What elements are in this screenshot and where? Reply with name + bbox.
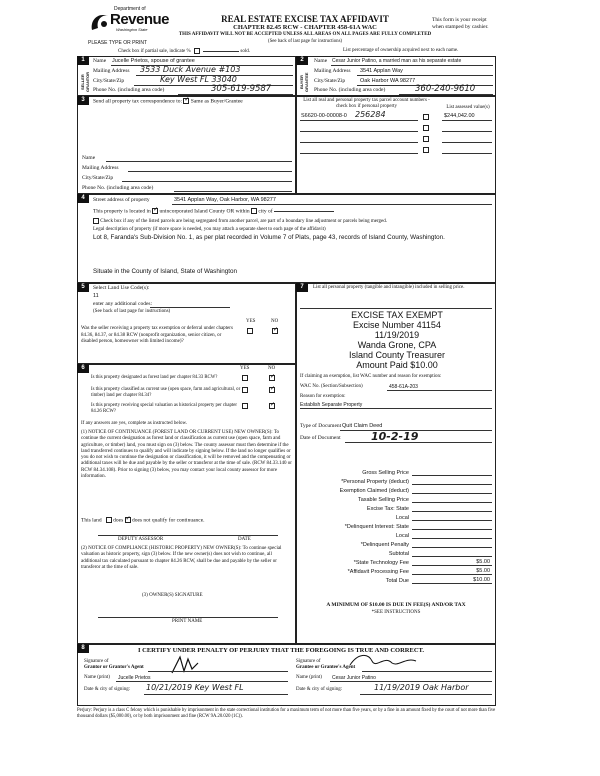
forest-q3-yes[interactable]	[242, 403, 248, 409]
forest-q2-yes[interactable]	[242, 387, 248, 393]
doc-date-value[interactable]: 10-2-19	[371, 430, 419, 443]
grantor-date-label: Date & city of signing:	[84, 687, 131, 692]
not-accepted: THIS AFFIDAVIT WILL NOT BE ACCEPTED UNLESS ALL AREAS ON ALL PAGES ARE FULLY COMPLETED	[178, 32, 432, 37]
tax-row	[300, 485, 492, 494]
legal-value[interactable]: Lot 8, Faranda's Sub-Division No. 1, as per plat recorded in Volume 7 of Plats, page 43, records of Island County, Washington.	[93, 234, 445, 241]
does-label: does	[113, 517, 124, 524]
doc-type-value[interactable]: Quit Claim Deed	[342, 423, 383, 429]
tax-row-value[interactable]	[412, 540, 492, 548]
section-7-badge: 7	[296, 283, 308, 292]
seller-mailing-value[interactable]: 3533 Duck Avenue #103	[140, 65, 241, 74]
buyer-mailing-value[interactable]: 3541 Applan Way	[360, 68, 403, 74]
situate-text: Situate in the County of Island, State of Washington	[93, 268, 237, 275]
tax-row-label: *Delinquent Penalty	[360, 542, 409, 548]
additional-codes-label: enter any additional codes:	[93, 301, 153, 307]
tax-row-value[interactable]: $5.00	[412, 558, 492, 566]
parcel-1-handwritten: 256284	[355, 110, 386, 119]
tax-row-value[interactable]	[412, 495, 492, 503]
buyer-phone-value[interactable]: 360-240-9610	[415, 84, 476, 94]
qualify-row	[81, 517, 205, 523]
grantee-sig-label-2: Grantee or Grantee's Agent	[296, 665, 356, 670]
unincorporated-label: unincorporated Island County OR within	[159, 208, 250, 215]
buyer-city-label: City/State/Zip	[314, 78, 346, 84]
does-not-checkbox[interactable]	[125, 517, 131, 523]
street-value[interactable]: 3541 Applan Way, Oak Harbor, WA 98277	[174, 197, 276, 203]
grantee-date-value[interactable]: 11/19/2019 Oak Harbor	[374, 683, 469, 692]
deputy-assessor-label: DEPUTY ASSESSOR	[118, 537, 164, 542]
wac-number-label: WAC No. (Section/Subsection)	[300, 384, 363, 389]
street-label: Street address of property	[93, 197, 150, 203]
section-6-badge: 6	[77, 364, 89, 373]
tax-row	[300, 521, 492, 530]
property-section	[77, 194, 496, 283]
land-use-no-header: NO	[271, 319, 279, 324]
segregation-checkbox[interactable]	[93, 218, 99, 224]
parcel-2-personal-checkbox[interactable]	[423, 125, 429, 131]
tax-row-label: Local	[395, 515, 409, 521]
grantee-name-label: Name (print)	[296, 675, 322, 680]
tax-row	[300, 566, 492, 575]
parcel-3-personal-checkbox[interactable]	[423, 136, 429, 142]
stamp-line-2: Excise Number 41154	[353, 320, 441, 330]
receipt-note-1: This form is your receipt	[432, 17, 487, 23]
personal-property-label: List all personal property (tangible and intangible) included in selling price.	[313, 285, 465, 290]
owner-signature-label: (3) OWNER(S) SIGNATURE	[142, 593, 203, 598]
receipt-note-2: when stamped by cashier.	[432, 24, 489, 30]
segregation-label: Check box if any of the listed parcels are being segregated from another parcel, are part of a boundary line adjustment or parcels being merged.	[100, 219, 387, 225]
forest-q3: Is this property receiving special valuation as historical property per chapter 84.26 RCW?	[91, 403, 237, 414]
stamp-line-4: Wanda Grone, CPA	[357, 340, 437, 350]
grantee-signature	[348, 651, 418, 673]
land-use-code-value[interactable]: 11	[93, 293, 99, 299]
forest-q1: Is this property designated as forest land per chapter 84.33 RCW?	[91, 375, 218, 380]
tax-row-value[interactable]: $5.00	[412, 567, 492, 575]
grantee-date-label: Date & city of signing:	[296, 687, 343, 692]
corr-name-label: Name	[82, 155, 96, 161]
this-land-label: This land	[81, 517, 102, 524]
partial-sale-checkbox[interactable]	[194, 48, 200, 54]
tax-row-value[interactable]	[412, 504, 492, 512]
tax-row-label: Excise Tax: State	[366, 506, 409, 512]
stamp-line-5: Island County Treasurer	[348, 350, 446, 360]
grantor-sig-label-2: Grantor or Grantor's Agent	[84, 665, 144, 670]
parcels-section	[296, 96, 496, 194]
partial-sale-label: Check box if partial sale, indicate %	[118, 49, 191, 55]
notice-continuance: (1) NOTICE OF CONTINUANCE (FOREST LAND OR CURRENT USE) NEW OWNER(S): To continue the current designation as forest land or classification as current use (open space, farm and agriculture, or timber) land, you must sign on (3) below. The county assessor must then determine if the land transferred continues to qualify and will indicate by signing below. If the land no longer qualifies or you do not wish to continue the designation or classification, it will be removed and the compensating or additional taxes will be due and payable by the seller or transferor at the time of sale. (RCW 84.33.140 or RCW 84.34.108). Prior to signing (3) below, you may contact your local county assessor for more information.	[81, 430, 292, 480]
certify-statement: I CERTIFY UNDER PENALTY OF PERJURY THAT THE FOREGOING IS TRUE AND CORRECT.	[138, 647, 425, 654]
notice-compliance: (2) NOTICE OF COMPLIANCE (HISTORIC PROPERTY) NEW OWNER(S): To continue special valuation as historic property, sign (3) below. If the new owner(s) does not wish to continue, all additional tax calculated pursuant to chapter 84.26 RCW, shall be due and payable by the seller or transferor at the time of sale.	[81, 546, 282, 570]
form-chapter: CHAPTER 82.45 RCW - CHAPTER 458-61A WAC	[233, 24, 377, 31]
corr-mailing-label: Mailing Address	[82, 165, 119, 171]
tax-row-label: Taxable Selling Price	[357, 497, 409, 503]
grantor-signature	[170, 655, 200, 675]
forest-q1-yes[interactable]	[242, 375, 248, 381]
assessed-header: List assessed value(s)	[446, 105, 490, 110]
please-type: PLEASE TYPE OR PRINT	[88, 40, 148, 46]
tax-row-value[interactable]	[412, 522, 492, 530]
located-row	[93, 208, 334, 214]
perjury-notice: Perjury: Perjury is a class C felony which is punishable by imprisonment in the state correctional institution for a maximum term of not more than five years, or by a fine in an amount fixed by the court of not more than five thousand dollars ($5,000.00), or by both imprisonment and fine (RCW 9A.20.020 (1C)).	[77, 708, 496, 719]
seller-phone-label: Phone No. (including area code)	[93, 87, 165, 93]
seller-name-label: Name	[93, 58, 107, 64]
stamp-line-1: EXCISE TAX EXEMPT	[351, 310, 443, 320]
doc-date-label: Date of Document	[300, 435, 341, 441]
buyer-section	[296, 56, 496, 96]
tax-row	[300, 557, 492, 566]
reason-label: Reason for exemption:	[300, 394, 346, 399]
grantee-sig-label-1: Signature of	[296, 659, 321, 664]
section-1-badge: 1	[77, 56, 89, 65]
forest-q3-no[interactable]	[269, 403, 275, 409]
wac-number-value[interactable]: 458-61A-203	[389, 384, 418, 390]
buyer-name-label: Name	[314, 58, 328, 64]
stamp-line-6: Amount Paid $10.00	[356, 360, 438, 370]
tax-row-value[interactable]	[412, 549, 492, 557]
buyer-name-value[interactable]: Cesar Junior Patino, a married man as his separate estate	[332, 58, 462, 64]
tax-row	[300, 530, 492, 539]
tax-row-value[interactable]	[412, 486, 492, 494]
buyer-city-value[interactable]: Oak Harbor WA 98277	[360, 78, 416, 84]
forest-q2: Is this property classified as current use (open space, farm and agricultural, or timber) land per chapter 84.34?	[91, 387, 241, 398]
wac-claim-label: If claiming an exemption, list WAC number and reason for exemption:	[300, 374, 442, 379]
forest-q1-no[interactable]	[269, 375, 275, 381]
personal-property-section	[296, 283, 496, 644]
tax-table	[300, 467, 492, 584]
send-correspondence	[93, 98, 243, 104]
grantor-name-value[interactable]: Jucelle Prietos	[118, 675, 151, 681]
land-use-section	[77, 283, 296, 364]
city-of-checkbox[interactable]	[251, 208, 257, 214]
parcel-1-assessed[interactable]: $244,042.00	[444, 113, 475, 119]
same-as-buyer-label: Same as Buyer/Grantee	[190, 98, 243, 105]
dept-line1: Department of	[114, 6, 146, 12]
tax-row-value[interactable]	[412, 468, 492, 476]
tax-row-label: *Affidavit Processing Fee	[347, 569, 409, 575]
section-8-badge: 8	[77, 644, 89, 653]
tax-row-value[interactable]	[412, 513, 492, 521]
does-not-label: does not qualify for continuance.	[131, 517, 205, 524]
located-label: This property is located in	[93, 208, 151, 215]
buyer-phone-label: Phone No. (including area code)	[314, 87, 386, 93]
tax-row	[300, 467, 492, 476]
tax-row	[300, 539, 492, 548]
section-4-badge: 4	[77, 194, 89, 203]
partial-sale-row	[118, 48, 250, 54]
parcel-1-number[interactable]: S6620-00-00008-0	[301, 113, 347, 119]
sold-label: sold.	[240, 49, 250, 55]
corr-city-label: City/State/Zip	[82, 175, 114, 181]
land-use-see-back: (See back of last page for instructions)	[93, 309, 171, 314]
seller-phone-value[interactable]: 305-619-9587	[211, 84, 272, 94]
parcel-1-personal-checkbox[interactable]	[423, 114, 429, 120]
forest-q2-no[interactable]	[269, 387, 275, 393]
tax-row-value[interactable]	[412, 531, 492, 539]
tax-row-label: *State Technology Fee	[353, 560, 409, 566]
tax-row	[300, 476, 492, 485]
seller-city-value[interactable]: Key West FL 33040	[160, 75, 237, 84]
buyer-side-label: BUYER GRANTEE	[299, 72, 309, 92]
list-percentage: List percentage of ownership acquired next to each name.	[343, 48, 459, 53]
tax-row-value[interactable]	[412, 477, 492, 485]
forest-yes-header: YES	[240, 366, 250, 371]
deputy-date-label: DATE	[238, 537, 251, 542]
land-use-select-label: Select Land Use Code(s):	[93, 285, 150, 291]
segregation-row	[93, 218, 387, 224]
seller-city-label: City/State/Zip	[93, 78, 125, 84]
exemption-yes-checkbox[interactable]	[247, 328, 253, 334]
tax-row	[300, 512, 492, 521]
tax-row-label: Subtotal	[388, 551, 409, 557]
forest-no-header: NO	[268, 366, 276, 371]
tax-row-label: Gross Selling Price	[362, 470, 409, 476]
legal-label: Legal description of property (if more space is needed, you may attach a separate sheet to each page of the affidavit)	[93, 227, 326, 232]
tax-row-label: *Delinquent Interest: State	[344, 524, 409, 530]
dor-logo-icon	[88, 10, 112, 34]
does-checkbox[interactable]	[106, 517, 112, 523]
certification-section	[77, 644, 496, 706]
grantor-sig-label-1: Signature of	[84, 659, 109, 664]
reason-value[interactable]: Establish Separate Property	[300, 402, 363, 408]
corr-phone-label: Phone No. (including area code)	[82, 185, 154, 191]
excise-exempt-stamp	[317, 310, 477, 370]
tax-row-label: *Personal Property (deduct)	[341, 479, 409, 485]
tax-row	[300, 503, 492, 512]
tax-row-label: Exemption Claimed (deduct)	[339, 488, 409, 494]
print-name-label: PRINT NAME	[172, 619, 203, 624]
minimum-fee: A MINIMUM OF $10.00 IS DUE IN FEE(S) AND/OR TAX	[326, 602, 466, 608]
buyer-mailing-label: Mailing Address	[314, 68, 351, 74]
send-label: Send all property tax correspondence to:	[93, 98, 183, 105]
stamp-line-3: 11/19/2019	[374, 330, 420, 340]
seller-section	[77, 56, 296, 96]
city-of-label: city of	[258, 208, 273, 215]
forest-if-yes: If any answers are yes, complete as instructed below.	[81, 421, 188, 426]
tax-row-label: Local	[395, 533, 409, 539]
doc-type-label: Type of Document	[300, 423, 342, 429]
parcels-header: List all real and personal property tax parcel account numbers - check box if personal property	[303, 98, 430, 109]
see-instructions: *SEE INSTRUCTIONS	[371, 610, 421, 615]
land-use-yes-header: YES	[246, 319, 256, 324]
dept-name: Revenue	[110, 11, 170, 28]
grantee-name-value[interactable]: Cesar Junior Patino	[332, 675, 376, 681]
seller-name-value[interactable]: Jucelle Prietos, spouse of grantee	[112, 58, 195, 64]
exemption-question: Was the seller receiving a property tax exemption or deferral under chapters 84.36, 84.37, or 84.38 RCW (nonprofit organization, senior citizen, or disabled person, homeowner with limited income)?	[81, 326, 233, 344]
grantor-date-value[interactable]: 10/21/2019 Key West FL	[146, 683, 244, 692]
tax-row-label: Total Due	[385, 578, 409, 584]
forest-section	[77, 364, 296, 644]
section-2-badge: 2	[296, 56, 308, 65]
exemption-no-checkbox[interactable]	[272, 328, 278, 334]
seller-side-label: SELLER GRANTOR	[80, 71, 90, 93]
same-as-buyer-checkbox[interactable]	[183, 98, 189, 104]
seller-mailing-label: Mailing Address	[93, 68, 130, 74]
tax-row	[300, 575, 492, 584]
parcel-4-personal-checkbox[interactable]	[423, 147, 429, 153]
correspondence-section	[77, 96, 296, 194]
see-back: (See back of last page for instructions)	[267, 39, 343, 44]
tax-row	[300, 494, 492, 503]
unincorporated-checkbox[interactable]	[152, 208, 158, 214]
grantor-name-label: Name (print)	[84, 675, 110, 680]
form-title: REAL ESTATE EXCISE TAX AFFIDAVIT	[221, 14, 389, 24]
dept-line2: Washington State	[116, 27, 148, 32]
section-5-badge: 5	[77, 283, 89, 292]
tax-row-value[interactable]: $10.00	[412, 576, 492, 584]
section-3-badge: 3	[77, 96, 89, 105]
tax-row	[300, 548, 492, 557]
